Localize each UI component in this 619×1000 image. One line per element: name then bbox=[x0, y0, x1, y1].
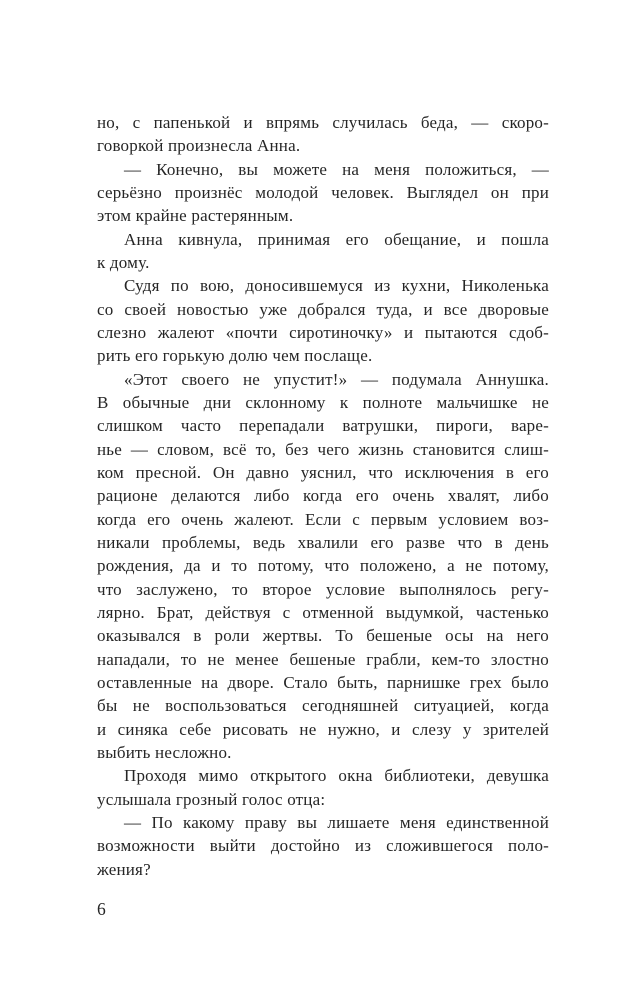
text-line: услышала грозный голос отца: bbox=[97, 789, 326, 809]
text-line: Анна кивнула, принимая его обещание, и пошла bbox=[124, 229, 549, 249]
text-line: но, с папенькой и впрямь случилась беда, — скоро- bbox=[97, 113, 549, 132]
text-line: Проходя мимо открытого окна библиотеки, девушка bbox=[124, 766, 549, 786]
text-line: Судя по вою, доносившемуся из кухни, Николенька bbox=[124, 276, 549, 296]
text-line: рождения, да и то потому, что положено, а не потому, bbox=[97, 556, 549, 576]
paragraph bbox=[97, 274, 549, 367]
text-line: лярно. Брат, действуя с отменной выдумкой, частенько bbox=[97, 602, 549, 622]
text-line: ком пресной. Он давно уяснил, что исключения в его bbox=[97, 462, 549, 482]
page-number: 6 bbox=[97, 899, 106, 919]
text-line: никали проблемы, ведь хвалили его разве что в день bbox=[97, 532, 549, 552]
text-line: серьёзно произнёс молодой человек. Выглядел он при bbox=[97, 182, 549, 202]
text-line: нападали, то не менее бешеные грабли, кем-то злостно bbox=[97, 649, 549, 669]
text-line: оставленные на дворе. Стало быть, парнишке грех было bbox=[97, 672, 549, 692]
text-line: — Конечно, вы можете на меня положиться, — bbox=[124, 159, 549, 179]
paragraph bbox=[97, 764, 549, 811]
text-line: этом крайне растерянным. bbox=[97, 206, 294, 226]
paragraph bbox=[97, 111, 549, 158]
text-line: оказывался в роли жертвы. То бешеные осы на него bbox=[97, 626, 549, 646]
text-line: когда его очень жалеют. Если с первым условием воз- bbox=[97, 509, 549, 529]
text-line: слишком часто перепадали ватрушки, пироги, варе- bbox=[97, 416, 549, 436]
text-line: возможности выйти достойно из сложившегося поло- bbox=[97, 836, 549, 856]
text-line: нье — словом, всё то, без чего жизнь становится слиш- bbox=[97, 439, 549, 459]
paragraph bbox=[97, 228, 549, 275]
text-line: рить его горькую долю чем послаще. bbox=[97, 346, 373, 366]
paragraph bbox=[97, 811, 549, 881]
text-line: — По какому праву вы лишаете меня единственной bbox=[124, 812, 549, 832]
text-line: В обычные дни склонному к полноте мальчишке не bbox=[97, 392, 549, 412]
text-line: говоркой произнесла Анна. bbox=[97, 136, 301, 156]
text-line: слезно жалеют «почти сиротиночку» и пытаются сдоб- bbox=[97, 322, 549, 342]
text-line: со своей новостью уже добрался туда, и все дворовые bbox=[97, 299, 549, 319]
text-line: бы не воспользоваться сегодняшней ситуацией, когда bbox=[97, 696, 549, 716]
text-line: к дому. bbox=[97, 252, 150, 272]
text-line: и синяка себе рисовать не нужно, и слезу у зрителей bbox=[97, 719, 549, 739]
text-line: жения? bbox=[97, 859, 151, 879]
text-line: «Этот своего не упустит!» — подумала Аннушка. bbox=[124, 369, 549, 389]
paragraph bbox=[97, 158, 549, 228]
text-line: что заслужено, то второе условие выполнялось регу- bbox=[97, 579, 549, 599]
text-line: выбить несложно. bbox=[97, 742, 232, 762]
paragraph bbox=[97, 368, 549, 765]
text-block bbox=[97, 111, 549, 881]
text-line: рационе делаются либо когда его очень хвалят, либо bbox=[97, 486, 549, 506]
